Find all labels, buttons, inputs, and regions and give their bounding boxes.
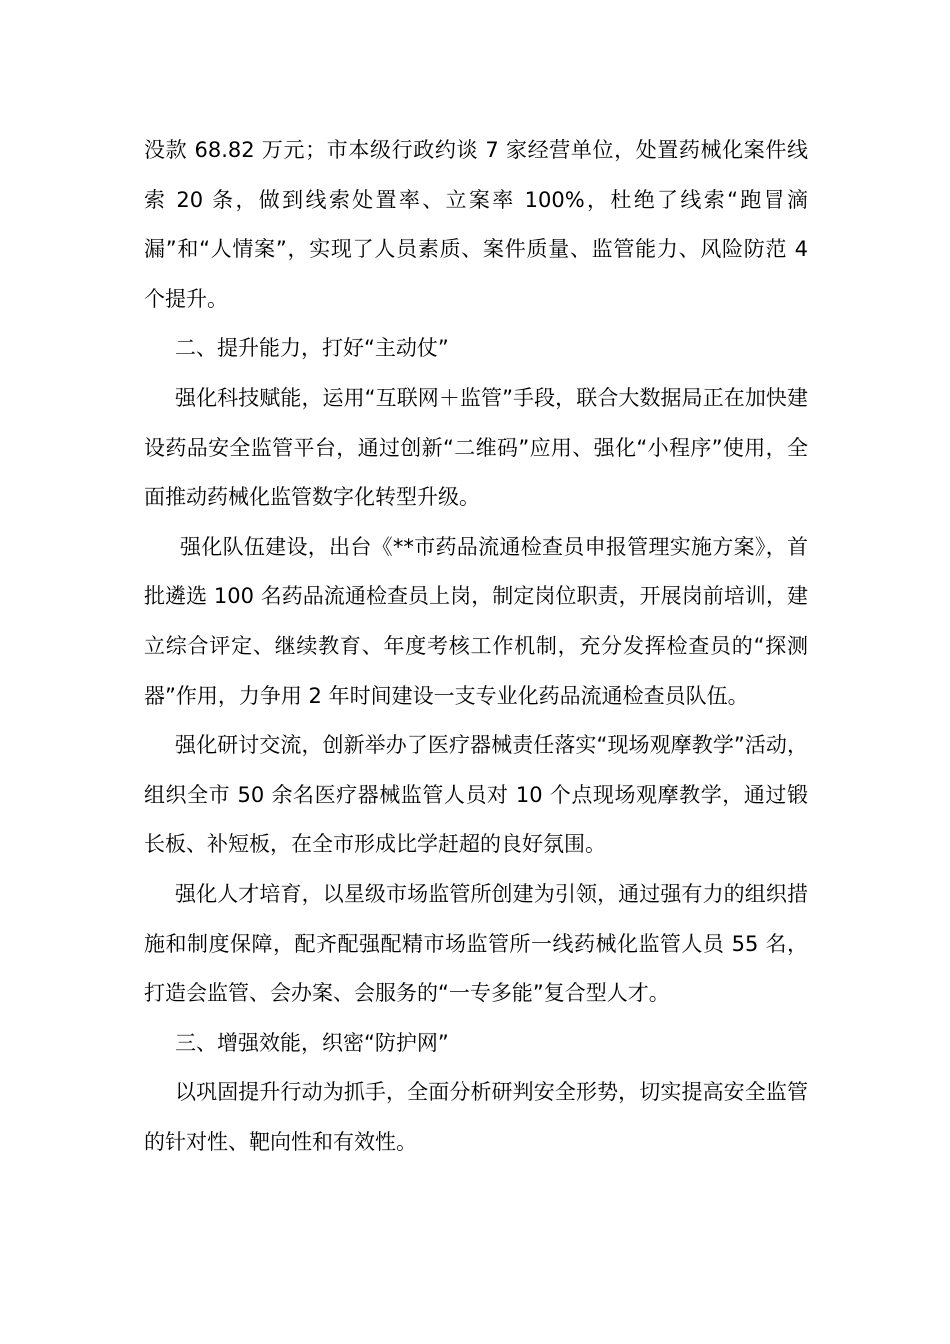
paragraph-consolidation: 以巩固提升行动为抓手，全面分析研判安全形势，切实提高安全监管的针对性、靶向性和有效性。 (144, 1080, 808, 1154)
section-heading-two: 二、提升能力，打好“主动仗” (175, 336, 449, 361)
paragraph-team-building: 强化队伍建设，出台《**市药品流通检查员申报管理实施方案》，首批遴选 100 名药品流通检查员上岗，制定岗位职责，开展岗前培训，建立综合评定、继续教育、年度考核工作机制，充分发挥检查员的“探测器”作用，力争用 2 年时间建设一支专业化药品流通检查员队伍。 (144, 534, 808, 708)
document-page (144, 126, 808, 1167)
paragraph-talent-cultivation: 强化人才培育，以星级市场监管所创建为引领，通过强有力的组织措施和制度保障，配齐配强配精市场监管所一线药械化监管人员 55 名，打造会监管、会办案、会服务的“一专多能”复合型人才。 (144, 881, 808, 1006)
paragraph-research-exchange: 强化研讨交流，创新举办了医疗器械责任落实“现场观摩教学”活动，组织全市 50 余名医疗器械监管人员对 10 个点现场观摩教学，通过锻长板、补短板，在全市形成比学赶超的良好氛围。 (144, 733, 808, 857)
section-heading-three: 三、增强效能，织密“防护网” (175, 1030, 449, 1055)
paragraph-continuation: 没款 68.82 万元；市本级行政约谈 7 家经营单位，处置药械化案件线索 20 条，做到线索处置率、立案率 100%，杜绝了线索“跑冒滴漏”和“人情案”，实现了人员素质、案件质量、监管能力、风险防范 4 个提升。 (144, 138, 808, 311)
paragraph-tech-empowerment: 强化科技赋能，运用“互联网＋监管”手段，联合大数据局正在加快建设药品安全监管平台，通过创新“二维码”应用、强化“小程序”使用，全面推动药械化监管数字化转型升级。 (144, 385, 808, 510)
